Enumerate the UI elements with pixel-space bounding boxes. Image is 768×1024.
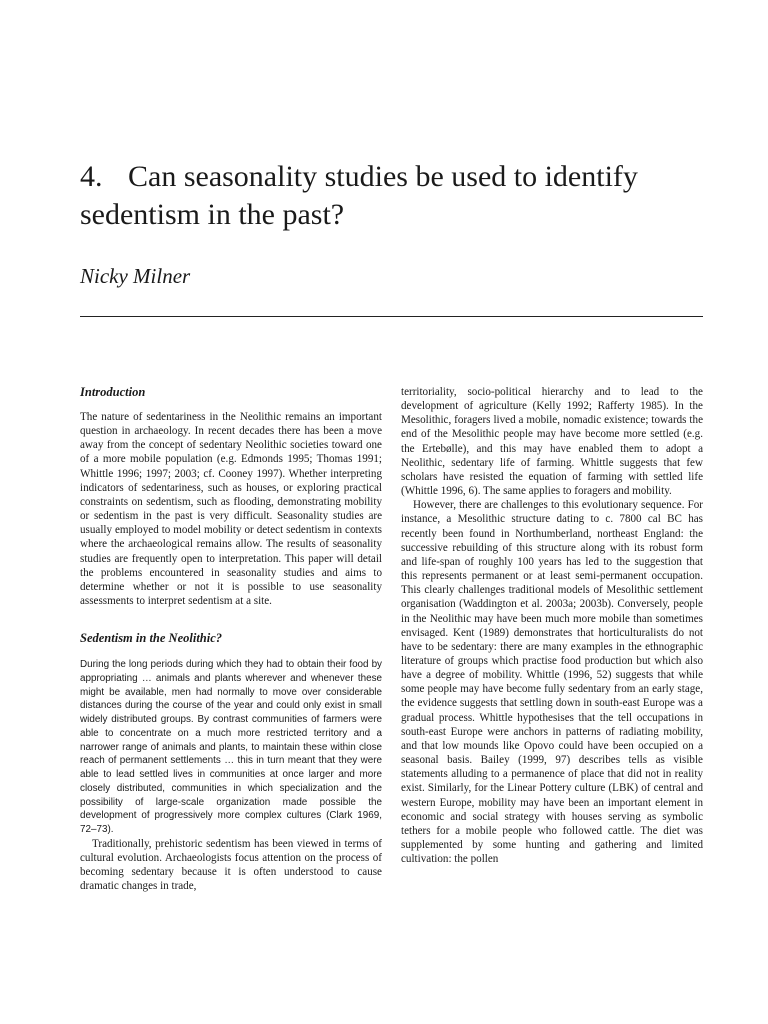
chapter-title-text: Can seasonality studies be used to identify sedentism in the past? [80,160,638,231]
chapter-title [80,158,720,234]
block-quote: During the long periods during which they had to obtain their food by appropriating … animals and plants wherever and whenever these might be available, men had normally to move over considerable distances during the course of the year and could only exist in small widely distributed groups. By contrast communities of farmers were able to concentrate on a much more restricted territory and a narrower range of animals and plants, to maintain these within close reach of permanent settlements … this in turn meant that they were able to lead settled lives in communities at once larger and more closely distributed, communities in which specialization and the possibility of large-scale organization made possible the development of progressively more complex cultures (Clark 1969, 72–73). [80,659,382,836]
left-column [80,384,382,894]
title-divider [80,316,703,317]
body-paragraph: Traditionally, prehistoric sedentism has been viewed in terms of cultural evolution. Archaeologists focus attention on the process of becoming sedentary because it is often understood to cause dramatic changes in trade, [80,837,382,893]
introduction-heading: Introduction [80,385,146,399]
author-name: Nicky Milner [80,264,191,288]
right-column [401,385,703,866]
section-heading-sedentism: Sedentism in the Neolithic? [80,631,223,646]
body-paragraph: territoriality, socio-political hierarchy and to lead to the development of agriculture (Kelly 1992; Rafferty 1985). In the Mesolithic, foragers lived a mobile, nomadic existence; towards the end of the Mesolithic people may have become more settled (e.g. the Ertebølle), and this may have enabled them to adopt a Neolithic, sedentary life of farming. Whittle suggests that few scholars have resisted the equation of farming with settled life (Whittle 1996, 6). The same applies to foragers and mobility. [401,386,703,498]
body-paragraph: However, there are challenges to this evolutionary sequence. For instance, a Mesolithic structure dating to c. 7800 cal BC has recently been found in Northumberland, northeast England: the successive rebuilding of this structure along with its robust form and life-span of roughly 100 years has led to the suggestion that this represents permanent or at least semi-permanent occupation. This clearly challenges traditional models of Mesolithic settlement organisation (Waddington et al. 2003a; 2003b). Conversely, people in the Neolithic may have been much more mobile than sometimes envisaged. Kent (1989) demonstrates that horticulturalists do not have to be sedentary: there are many examples in the ethnographic literature of groups which practise food production but which also have a degree of mobility. Whittle (1996, 52) suggests that while some people may have become fully sedentary from an early stage, the evidence suggests that settling down in south-east Europe was a gradual process. Whittle hypothesises that the tell occupations in south-east Europe were anchors in patterns of radiating mobility, and that low mounds like Opovo could have been occupied on a seasonal basis. Bailey (1999, 97) describes tells as visible statements alluding to a permanence of place that did not in reality exist. Similarly, for the Linear Pottery culture (LBK) of central and western Europe, mobility may have been an important element in economic and social strategy with houses serving as symbolic tethers for a mobile people who followed cattle. The diet was supplemented by some hunting and gathering and limited cultivation: the pollen [401,499,703,866]
introduction-paragraph: The nature of sedentariness in the Neolithic remains an important question in archaeology. In recent decades there has been a move away from the concept of sedentary Neolithic societies toward one of a more mobile population (e.g. Edmonds 1995; Thomas 1991; Whittle 1996; 1997; 2003; cf. Cooney 1997). Whether interpreting indicators of sedentariness, such as houses, or exploring practical constraints on sedentism, such as flooding, demonstrating mobility or sedentism in the past is very difficult. Seasonality studies are usually employed to model mobility or detect sedentism in contexts where the archaeological remains allow. The results of seasonality studies are frequently open to interpretation. This paper will detail the problems encountered in seasonality studies and aims to determine whether or not it is possible to use seasonality assessments to interpret sedentism at a site. [80,411,382,608]
chapter-number: 4. [80,160,103,193]
